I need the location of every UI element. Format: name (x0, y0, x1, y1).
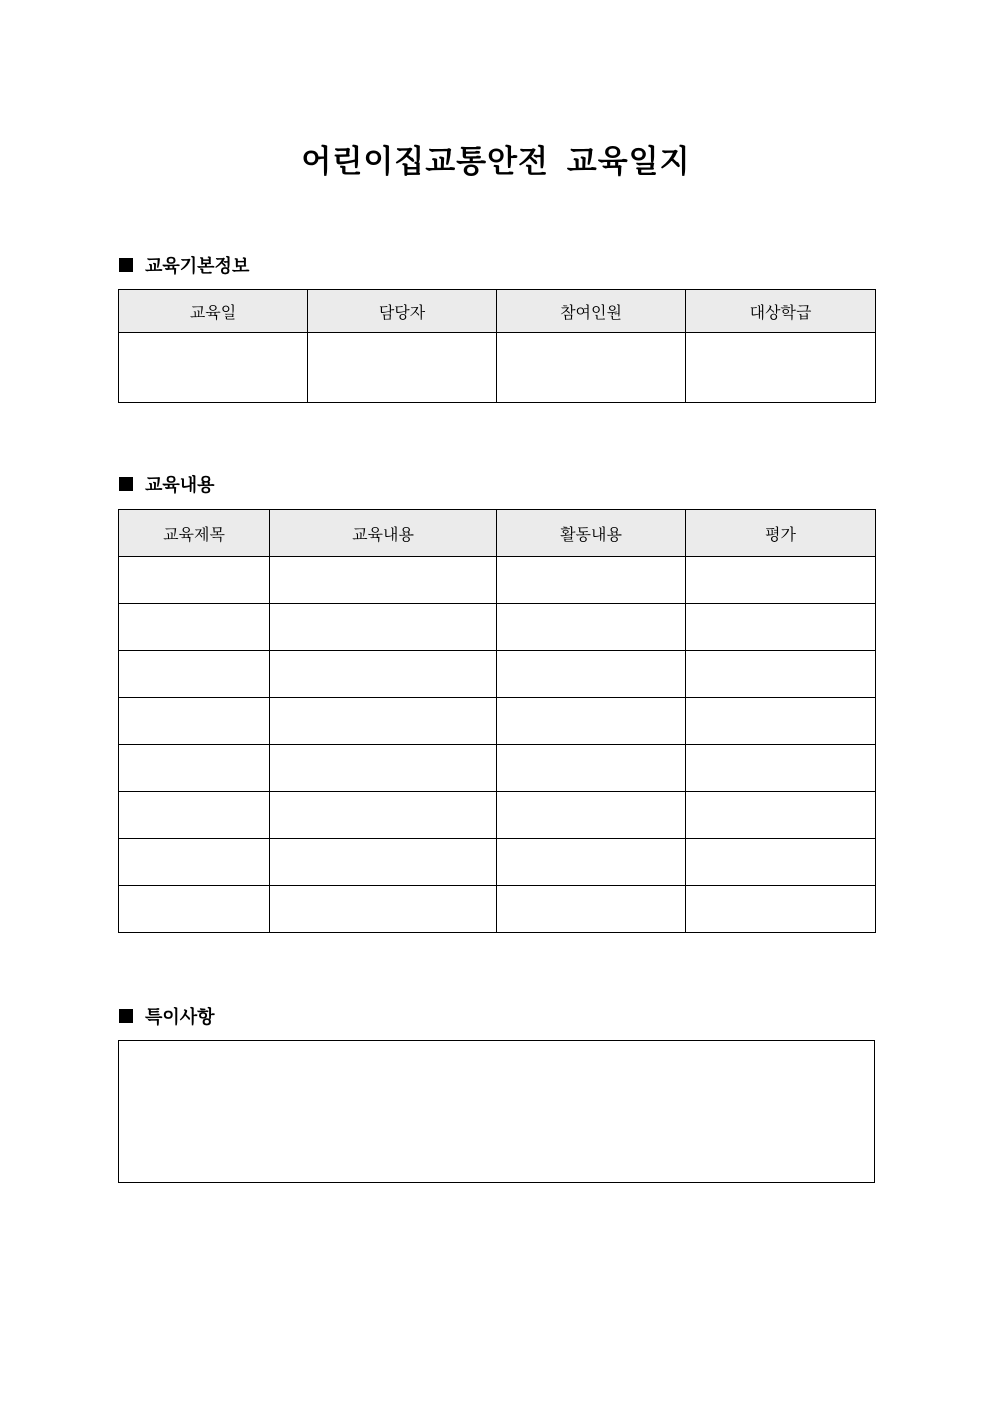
column-header-title: 교육제목 (119, 510, 270, 557)
evaluation-cell[interactable] (686, 792, 876, 839)
notes-box[interactable] (118, 1040, 875, 1183)
title-cell[interactable] (119, 745, 270, 792)
title-cell[interactable] (119, 839, 270, 886)
content-table (118, 509, 876, 933)
section-heading-label: 교육내용 (145, 475, 215, 496)
activity-cell[interactable] (497, 604, 686, 651)
basic-info-table (118, 289, 876, 403)
table-row (119, 333, 876, 403)
activity-cell[interactable] (497, 886, 686, 933)
teacher-cell[interactable] (308, 333, 497, 403)
evaluation-cell[interactable] (686, 651, 876, 698)
column-header-teacher: 담당자 (308, 290, 497, 333)
column-header-target-class: 대상학급 (686, 290, 876, 333)
date-cell[interactable] (119, 333, 308, 403)
column-header-content: 교육내용 (270, 510, 497, 557)
title-cell[interactable] (119, 651, 270, 698)
table-row (119, 557, 876, 604)
activity-cell[interactable] (497, 557, 686, 604)
activity-cell[interactable] (497, 651, 686, 698)
section-heading-notes (119, 1004, 215, 1028)
title-cell[interactable] (119, 698, 270, 745)
activity-cell[interactable] (497, 792, 686, 839)
section-heading-label: 특이사항 (145, 1007, 215, 1028)
column-header-activity: 활동내용 (497, 510, 686, 557)
participants-cell[interactable] (497, 333, 686, 403)
table-row (119, 886, 876, 933)
black-square-icon (119, 1009, 133, 1023)
table-row (119, 745, 876, 792)
column-header-participants: 참여인원 (497, 290, 686, 333)
evaluation-cell[interactable] (686, 839, 876, 886)
table-row (119, 839, 876, 886)
table-row (119, 604, 876, 651)
content-cell[interactable] (270, 886, 497, 933)
column-header-evaluation: 평가 (686, 510, 876, 557)
content-cell[interactable] (270, 745, 497, 792)
table-row (119, 698, 876, 745)
activity-cell[interactable] (497, 698, 686, 745)
section-heading-content (119, 472, 215, 496)
content-cell[interactable] (270, 698, 497, 745)
title-cell[interactable] (119, 557, 270, 604)
section-heading-basic-info (119, 253, 249, 277)
content-cell[interactable] (270, 557, 497, 604)
table-header-row (119, 290, 876, 333)
evaluation-cell[interactable] (686, 604, 876, 651)
table-row (119, 792, 876, 839)
title-cell[interactable] (119, 604, 270, 651)
black-square-icon (119, 477, 133, 491)
black-square-icon (119, 258, 133, 272)
section-heading-label: 교육기본정보 (145, 256, 250, 277)
activity-cell[interactable] (497, 745, 686, 792)
target-class-cell[interactable] (686, 333, 876, 403)
column-header-date: 교육일 (119, 290, 308, 333)
title-cell[interactable] (119, 792, 270, 839)
evaluation-cell[interactable] (686, 698, 876, 745)
content-cell[interactable] (270, 651, 497, 698)
activity-cell[interactable] (497, 839, 686, 886)
title-cell[interactable] (119, 886, 270, 933)
content-cell[interactable] (270, 604, 497, 651)
content-cell[interactable] (270, 839, 497, 886)
table-row (119, 651, 876, 698)
page-title: 어린이집교통안전 교육일지 (301, 144, 691, 180)
content-cell[interactable] (270, 792, 497, 839)
evaluation-cell[interactable] (686, 886, 876, 933)
evaluation-cell[interactable] (686, 557, 876, 604)
evaluation-cell[interactable] (686, 745, 876, 792)
table-header-row (119, 510, 876, 557)
